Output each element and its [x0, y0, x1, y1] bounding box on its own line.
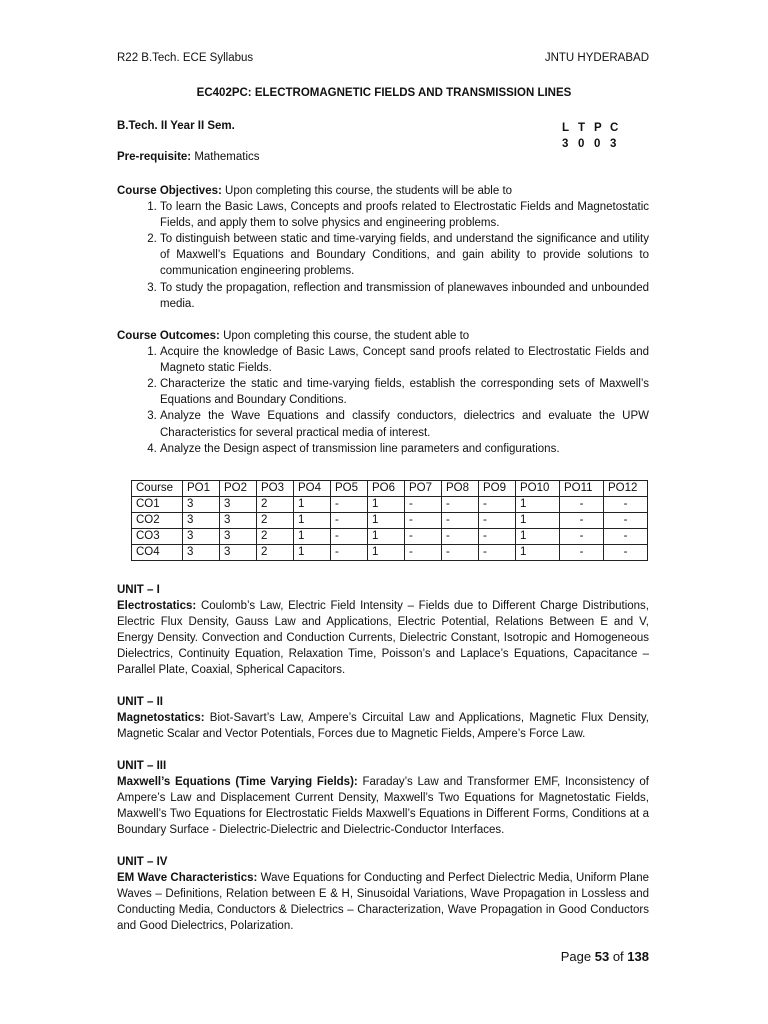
table-cell: -: [405, 545, 442, 561]
table-cell: -: [442, 497, 479, 513]
table-cell: 3: [183, 529, 220, 545]
table-row: [132, 513, 648, 529]
outcomes-intro: Upon completing this course, the student able to: [219, 330, 470, 342]
table-cell: -: [560, 529, 604, 545]
table-cell: -: [331, 545, 368, 561]
table-cell: -: [604, 513, 648, 529]
unit-text: Coulomb’s Law, Electric Field Intensity – Fields due to Different Charge Distributions, Electric Flux Density, Gauss Law and Applications, Electric Potential, Relations Between E and V, Energy Density. Convection and Conduction Currents, Dielectric Constant, Isotropic and Homogeneous Dielectrics, Continuity Equation, Relaxation Time, Poisson’s and Laplace’s Equations, Capacitance – Parallel Plate, Coaxial, Spherical Capacitors.: [117, 600, 649, 677]
table-cell: 3: [220, 513, 257, 529]
table-cell: 1: [516, 545, 560, 561]
outcome-item: 1. Acquire the knowledge of Basic Laws, Concept sand proofs related to Electrostatic Fields and Magneto static Fields.: [160, 344, 649, 376]
table-cell: -: [331, 513, 368, 529]
outcome-item: 3. Analyze the Wave Equations and classify conductors, dielectrics and evaluate the UPW Characteristics for several practical media of interest.: [160, 408, 649, 440]
table-cell: 3: [220, 497, 257, 513]
table-cell: -: [405, 497, 442, 513]
table-header-cell: PO2: [220, 481, 257, 497]
table-cell: CO4: [132, 545, 183, 561]
ltpc-value-l: 3: [562, 138, 569, 150]
table-cell: 1: [368, 497, 405, 513]
ltpc-label-p: P: [594, 122, 602, 134]
ltpc-block: [562, 120, 626, 152]
unit-topic: Electrostatics:: [117, 600, 197, 613]
outcomes-label: Course Outcomes:: [117, 330, 220, 342]
table-cell: -: [331, 529, 368, 545]
table-cell: -: [405, 513, 442, 529]
table-header-cell: PO3: [257, 481, 294, 497]
table-cell: 1: [294, 545, 331, 561]
table-header-cell: PO1: [183, 481, 220, 497]
table-cell: -: [560, 513, 604, 529]
table-header-cell: PO5: [331, 481, 368, 497]
co-po-mapping-table: [131, 480, 648, 561]
table-header-cell: PO10: [516, 481, 560, 497]
ltpc-value-t: 0: [578, 138, 585, 150]
table-header-cell: Course: [132, 481, 183, 497]
table-cell: 1: [294, 513, 331, 529]
table-cell: -: [479, 545, 516, 561]
objective-item: 3. To study the propagation, reflection and transmission of planewaves inbounded and unbounded media.: [160, 280, 649, 312]
table-cell: 1: [516, 497, 560, 513]
table-cell: -: [604, 497, 648, 513]
table-cell: 1: [368, 529, 405, 545]
semester: B.Tech. II Year II Sem.: [117, 120, 235, 132]
course-outcomes: [117, 328, 649, 457]
table-header-cell: PO8: [442, 481, 479, 497]
table-cell: -: [442, 545, 479, 561]
page-total: 138: [627, 949, 649, 964]
table-cell: 3: [183, 545, 220, 561]
prerequisite-label: Pre-requisite:: [117, 151, 192, 163]
table-cell: 1: [516, 513, 560, 529]
unit-text: Biot-Savart’s Law, Ampere’s Circuital Law and Applications, Magnetic Flux Density, Magnetic Scalar and Vector Potentials, Forces due to Magnetic Fields, Ampere’s Force Law.: [117, 712, 649, 741]
table-cell: 2: [257, 545, 294, 561]
objective-item: 1. To learn the Basic Laws, Concepts and proofs related to Electrostatic Fields and Magnetostatic Fields, and apply them to solve physics and engineering problems.: [160, 199, 649, 231]
unit-heading: UNIT – III: [117, 760, 167, 772]
table-cell: -: [560, 545, 604, 561]
table-cell: 1: [368, 545, 405, 561]
ltpc-label-l: L: [562, 122, 570, 134]
table-cell: -: [405, 529, 442, 545]
table-header-cell: PO12: [604, 481, 648, 497]
table-header-cell: PO4: [294, 481, 331, 497]
table-cell: CO1: [132, 497, 183, 513]
objective-item: 2. To distinguish between static and time-varying fields, and understand the significance and utility of Maxwell’s Equations and Boundary Conditions, and gain ability to provide solutions to communication engineering problems.: [160, 231, 649, 279]
table-cell: -: [604, 529, 648, 545]
table-cell: -: [331, 497, 368, 513]
table-cell: 3: [183, 513, 220, 529]
table-cell: -: [479, 513, 516, 529]
prerequisite: [117, 151, 260, 163]
table-cell: 1: [516, 529, 560, 545]
table-cell: -: [604, 545, 648, 561]
table-cell: 1: [294, 529, 331, 545]
outcome-item: 2. Characterize the static and time-varying fields, establish the corresponding sets of Maxwell’s Equations and Boundary Conditions.: [160, 376, 649, 408]
ltpc-value-p: 0: [594, 138, 601, 150]
page-current: 53: [594, 949, 610, 964]
unit-topic: Magnetostatics:: [117, 712, 205, 725]
course-title: EC402PC: ELECTROMAGNETIC FIELDS AND TRANSMISSION LINES: [196, 87, 572, 99]
table-header-cell: PO11: [560, 481, 604, 497]
objectives-label: Course Objectives:: [117, 185, 222, 197]
table-header-cell: PO9: [479, 481, 516, 497]
table-header-row: [132, 481, 648, 497]
header-right: JNTU HYDERABAD: [544, 52, 649, 64]
page-number: [561, 949, 649, 964]
table-cell: -: [442, 529, 479, 545]
table-cell: 3: [183, 497, 220, 513]
table-cell: 2: [257, 529, 294, 545]
unit-heading: UNIT – II: [117, 696, 164, 708]
objectives-intro: Upon completing this course, the students will be able to: [221, 185, 513, 197]
header-left: R22 B.Tech. ECE Syllabus: [117, 52, 254, 64]
unit-1: [117, 582, 649, 679]
course-objectives: [117, 183, 649, 312]
unit-text: Faraday’s Law and Transformer EMF, Inconsistency of Ampere’s Law and Displacement Current Density, Maxwell’s Two Equations for Magnetostatic Fields, Maxwell’s Two Equations for Electrostatic Fields Maxwell’s Equations in Different Forms, Conditions at a Boundary Surface - Dielectric-Dielectric and Dielectric-Conductor Interfaces.: [117, 776, 649, 837]
ltpc-value-c: 3: [610, 138, 617, 150]
table-cell: 3: [220, 545, 257, 561]
table-row: [132, 529, 648, 545]
table-cell: 2: [257, 513, 294, 529]
unit-4: [117, 854, 649, 934]
table-cell: CO3: [132, 529, 183, 545]
table-header-cell: PO7: [405, 481, 442, 497]
table-cell: 3: [220, 529, 257, 545]
table-row: [132, 497, 648, 513]
table-cell: 2: [257, 497, 294, 513]
unit-2: [117, 694, 649, 742]
table-cell: -: [479, 497, 516, 513]
ltpc-label-t: T: [578, 122, 586, 134]
table-row: [132, 545, 648, 561]
unit-heading: UNIT – IV: [117, 856, 168, 868]
table-cell: 1: [368, 513, 405, 529]
unit-heading: UNIT – I: [117, 584, 160, 596]
prerequisite-value: Mathematics: [191, 151, 260, 163]
table-cell: -: [442, 513, 479, 529]
ltpc-label-c: C: [610, 122, 619, 134]
unit-topic: Maxwell’s Equations (Time Varying Fields):: [117, 776, 358, 789]
table-cell: -: [560, 497, 604, 513]
unit-topic: EM Wave Characteristics:: [117, 872, 258, 885]
table-cell: 1: [294, 497, 331, 513]
page-label: Page: [560, 949, 595, 964]
table-header-cell: PO6: [368, 481, 405, 497]
table-cell: -: [479, 529, 516, 545]
outcome-item: 4. Analyze the Design aspect of transmission line parameters and configurations.: [160, 441, 649, 457]
table-cell: CO2: [132, 513, 183, 529]
unit-3: [117, 758, 649, 838]
unit-text: Wave Equations for Conducting and Perfect Dielectric Media, Uniform Plane Waves – Definitions, Relation between E & H, Sinusoidal Variations, Wave Propagation in Lossless and Conducting Media, Conductors & Dielectrics – Characterization, Wave Propagation in Good Conductors and Good Dielectrics, Polarization.: [117, 872, 649, 933]
page-of-label: of: [609, 949, 628, 964]
